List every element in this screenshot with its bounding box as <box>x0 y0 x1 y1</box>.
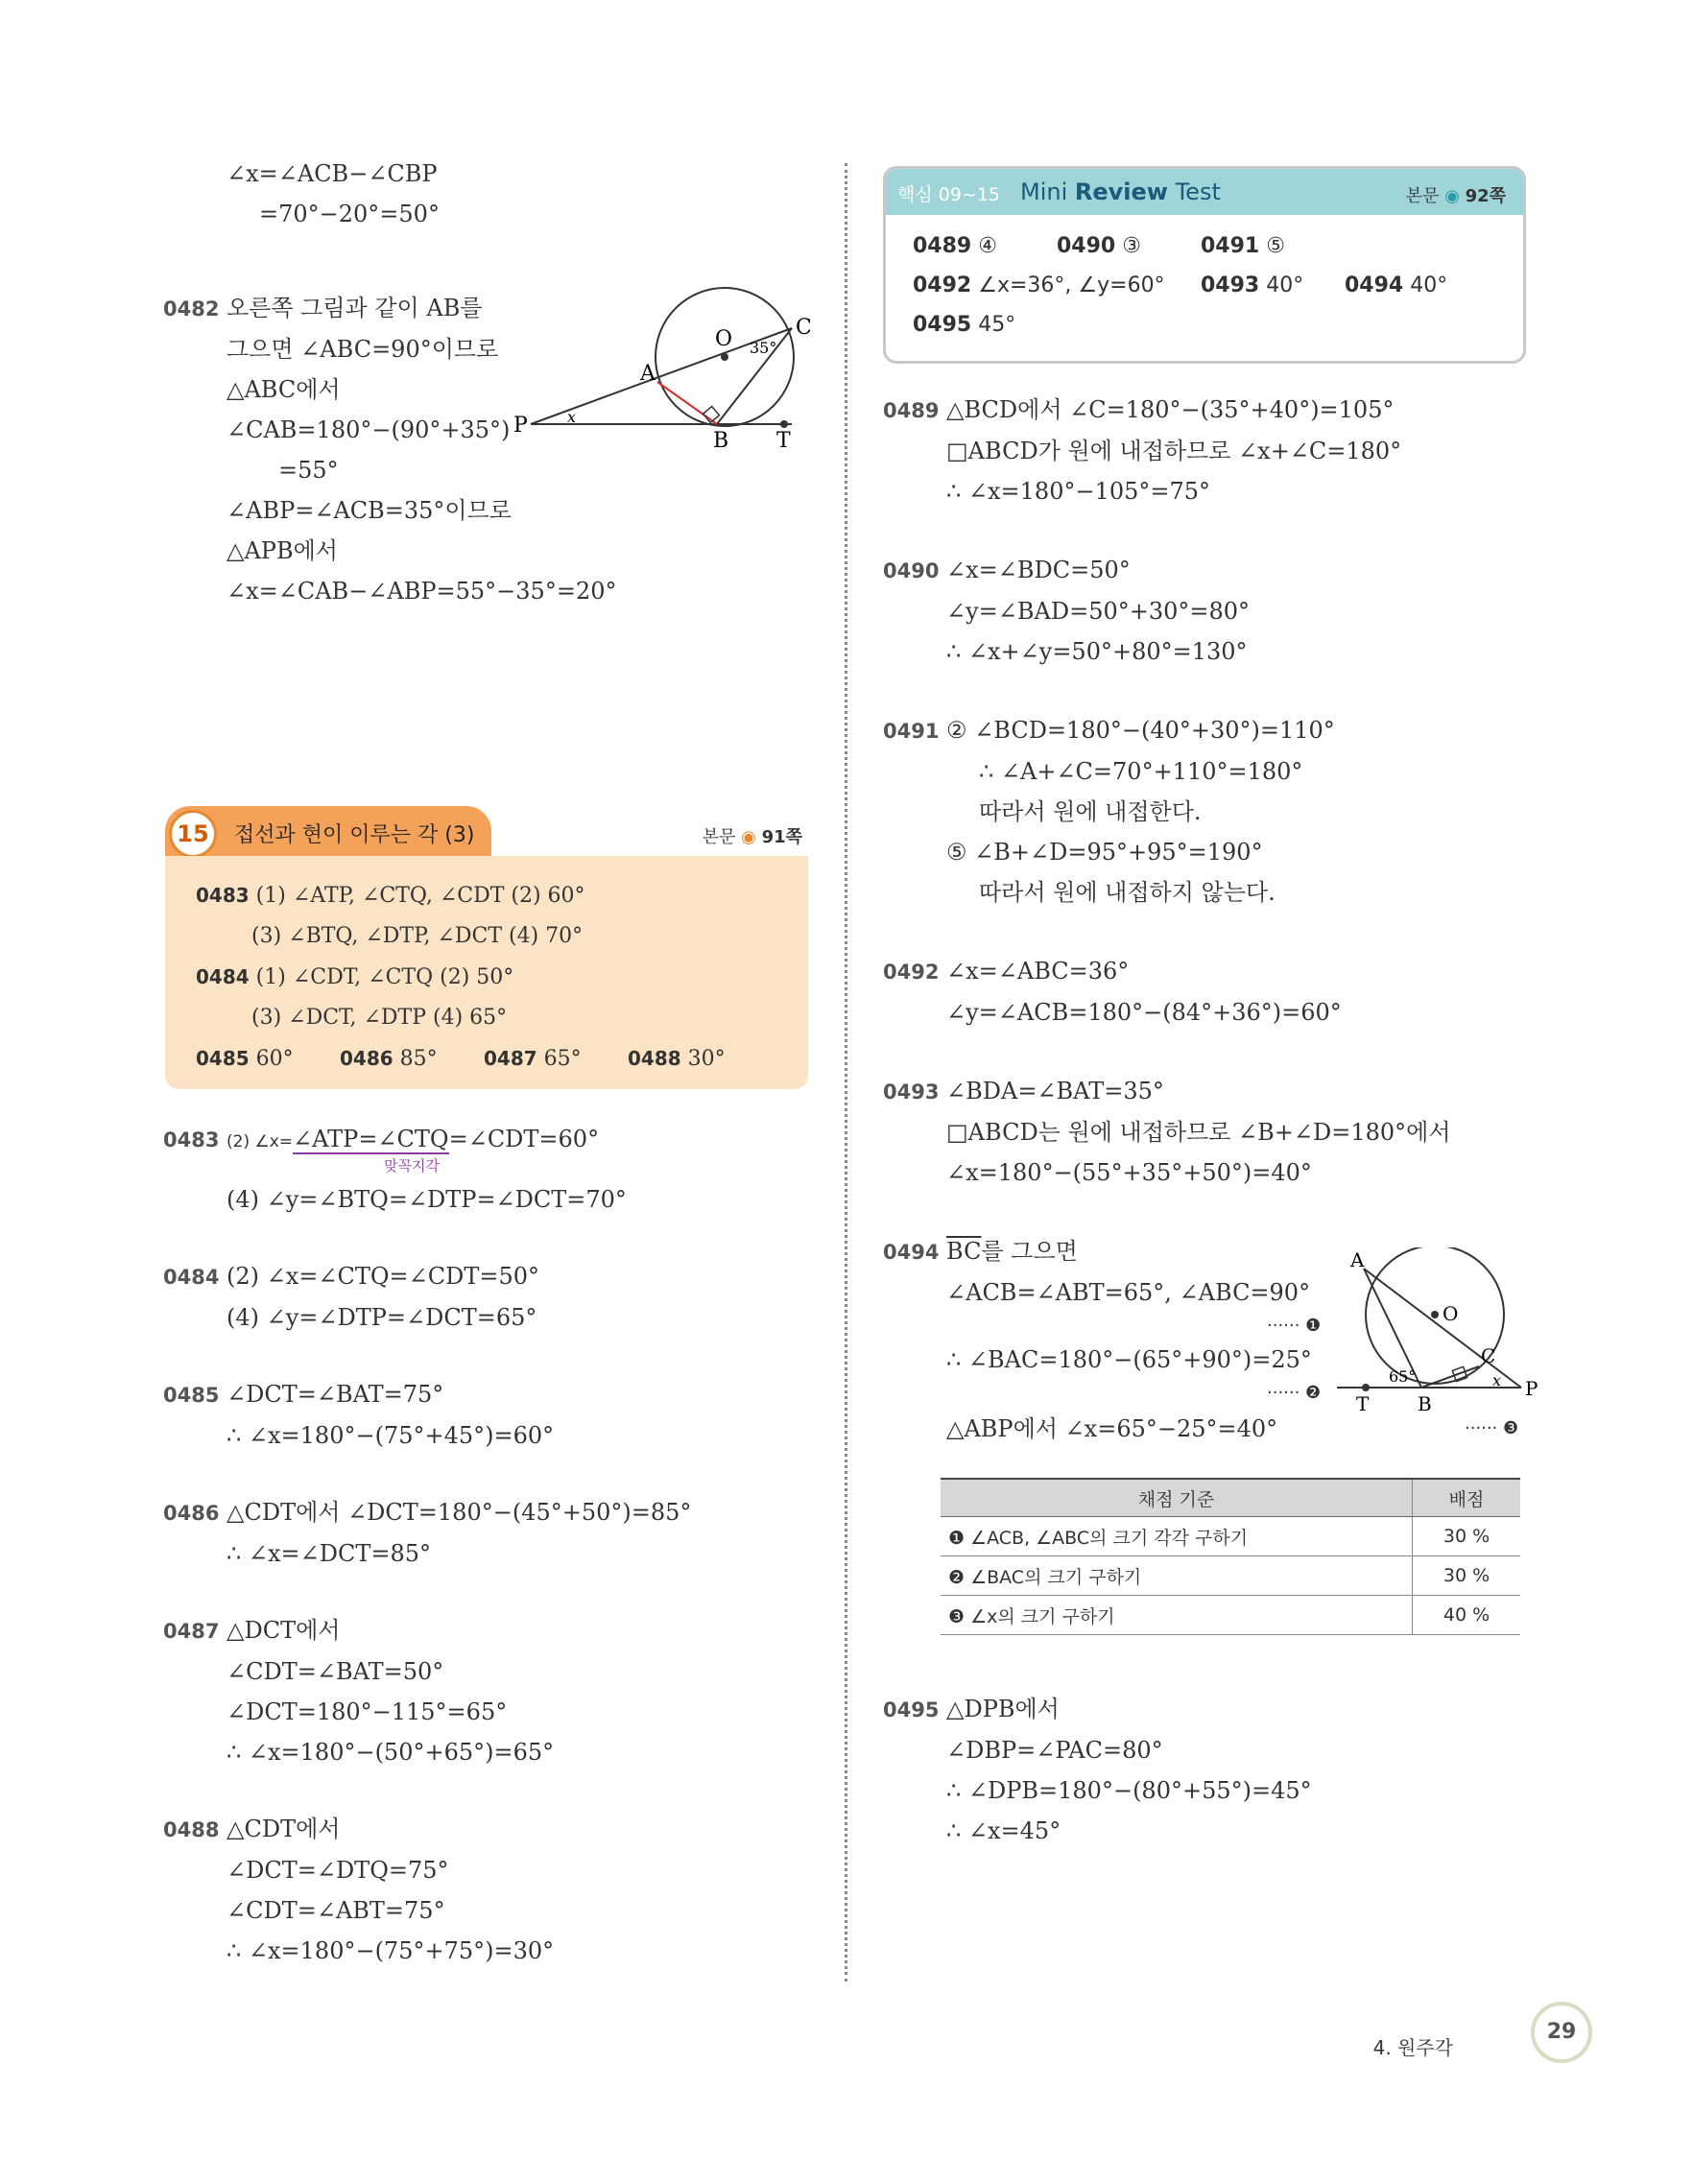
section-body <box>165 856 808 1089</box>
ref-page: 91쪽 <box>761 827 802 847</box>
answer-number: 0493 <box>1201 273 1260 297</box>
table-header-row <box>941 1479 1520 1517</box>
title-part: Mini <box>1020 178 1075 205</box>
line: =55° <box>278 457 339 484</box>
column-header: 채점 기준 <box>941 1479 1413 1517</box>
grading-table <box>941 1478 1520 1635</box>
line: 따라서 원에 내접하지 않는다. <box>979 879 1276 906</box>
answer-text: (3) ∠BTQ, ∠DTP, ∠DCT (4) 70° <box>251 924 584 948</box>
title-part: Review <box>1074 178 1168 205</box>
line: ∴ ∠x+∠y=50°+80°=130° <box>946 638 1248 665</box>
section-number: 15 <box>169 810 217 858</box>
line: ∠BDA=∠BAT=35° <box>946 1078 1164 1104</box>
page-reference <box>703 823 802 848</box>
line: (2) ∠x=∠CTQ=∠CDT=50° <box>227 1263 540 1290</box>
left-column-bottom <box>163 1119 816 2007</box>
line: □ABCD는 원에 내접하므로 ∠B+∠D=180°에서 <box>946 1119 1451 1146</box>
answer-value: 85° <box>399 1047 438 1071</box>
line: ∴ ∠A+∠C=70°+110°=180° <box>979 758 1303 785</box>
circle-figure-0494 <box>1329 1247 1540 1420</box>
line: ∠x=180°−(55°+35°+50°)=40° <box>946 1159 1312 1186</box>
line: (4) ∠y=∠BTQ=∠DTP=∠DCT=70° <box>227 1186 627 1213</box>
line: (4) ∠y=∠DTP=∠DCT=65° <box>227 1304 537 1331</box>
mini-review-header <box>886 169 1523 215</box>
line: ∠DCT=180°−115°=65° <box>227 1698 508 1725</box>
answer-number: 0490 <box>1057 234 1116 258</box>
line: 를 그으면 <box>981 1238 1078 1265</box>
label-A: A <box>1350 1248 1365 1271</box>
label-O: O <box>1443 1302 1459 1325</box>
line: ② ∠BCD=180°−(40°+30°)=110° <box>946 717 1335 744</box>
line: ∠ABP=∠ACB=35°이므로 <box>227 497 512 524</box>
section-15-answers <box>165 806 808 1089</box>
problem-number: 0482 <box>163 297 220 320</box>
problem-number: 0485 <box>163 1384 220 1407</box>
angle-label: 35° <box>750 339 777 357</box>
line: ∠DCT=∠DTQ=75° <box>227 1857 449 1884</box>
answer-number: 0486 <box>340 1047 393 1070</box>
label-T: T <box>1356 1392 1370 1415</box>
mini-review-test-box <box>883 166 1526 364</box>
answer-number: 0487 <box>484 1047 537 1070</box>
column-divider <box>845 163 847 1982</box>
line: ∠CAB=180°−(90°+35°) <box>227 416 511 443</box>
label-P: P <box>513 414 528 438</box>
angle-x: x <box>567 408 577 426</box>
label-A: A <box>640 362 656 386</box>
problem-number: 0486 <box>163 1502 220 1525</box>
line: ∴ ∠BAC=180°−(65°+90°)=25° <box>946 1346 1312 1373</box>
label-T: T <box>776 429 791 451</box>
problem-number: 0484 <box>163 1266 220 1289</box>
problem-0492 <box>883 951 1536 1033</box>
label-C: C <box>796 316 812 340</box>
answer-value: 40° <box>1410 273 1448 297</box>
underlined-part: ∠ATP=∠CTQ <box>293 1126 449 1152</box>
line: ∠y=∠ACB=180°−(84°+36°)=60° <box>946 999 1342 1026</box>
answer-text: (3) ∠DCT, ∠DTP (4) 65° <box>251 1006 508 1030</box>
points-cell: 30 % <box>1413 1556 1521 1596</box>
line: ∠CDT=∠BAT=50° <box>227 1658 444 1685</box>
answer-number: 0484 <box>196 965 250 988</box>
line: ∴ ∠x=180°−(75°+45°)=60° <box>227 1422 555 1449</box>
step-marker: ······ ❸ <box>1465 1418 1519 1438</box>
line: (2) ∠x= <box>227 1132 294 1151</box>
problem-number: 0490 <box>883 559 940 582</box>
problem-number: 0494 <box>883 1241 940 1264</box>
line: ∠CDT=∠ABT=75° <box>227 1897 445 1924</box>
line: 오른쪽 그림과 같이 AB를 <box>227 295 483 321</box>
answer-number: 0491 <box>1201 234 1260 258</box>
answer-text: (1) ∠CDT, ∠CTQ (2) 50° <box>255 965 514 989</box>
problem-number: 0491 <box>883 720 940 743</box>
line: △CDT에서 <box>227 1816 341 1842</box>
page-number: 29 <box>1531 2002 1592 2063</box>
problem-0495 <box>883 1689 1536 1851</box>
criteria-cell: ❶ ∠ACB, ∠ABC의 크기 각각 구하기 <box>941 1517 1413 1556</box>
answer-value: 65° <box>543 1047 582 1071</box>
answer-number: 0494 <box>1345 273 1404 297</box>
answer-value: ∠x=36°, ∠y=60° <box>978 273 1165 297</box>
line: △BCD에서 ∠C=180°−(35°+40°)=105° <box>946 396 1395 423</box>
line: =70°−20°=50° <box>259 201 440 227</box>
line: ∠DCT=∠BAT=75° <box>227 1381 444 1408</box>
label-O: O <box>715 327 733 351</box>
label-P: P <box>1525 1377 1538 1400</box>
ref-label: 본문 <box>702 827 736 847</box>
label-C: C <box>1481 1344 1496 1367</box>
ref-label: 본문 <box>1405 186 1440 206</box>
line-text: △ABP에서 ∠x=65°−25°=40° <box>946 1415 1278 1442</box>
problem-number: 0483 <box>163 1128 220 1151</box>
line: △APB에서 <box>227 537 338 564</box>
points-cell: 40 % <box>1413 1596 1521 1635</box>
problem-0484 <box>163 1256 816 1338</box>
line: ∴ ∠x=180°−(75°+75°)=30° <box>227 1937 555 1964</box>
problem-number: 0493 <box>883 1080 940 1104</box>
ref-page: 92쪽 <box>1465 186 1506 206</box>
problem-0490 <box>883 550 1536 672</box>
circle-arrow-icon: ◉ <box>741 827 756 847</box>
column-header: 배점 <box>1413 1479 1521 1517</box>
section-tab <box>165 806 491 856</box>
answer-value: ③ <box>1122 234 1141 258</box>
circle-figure-0482 <box>513 278 821 451</box>
line: ∠DBP=∠PAC=80° <box>946 1737 1163 1764</box>
line: ⑤ ∠B+∠D=95°+95°=190° <box>946 839 1263 866</box>
problem-0489 <box>883 390 1536 511</box>
line: △ABC에서 <box>227 376 341 403</box>
line: =∠CDT=60° <box>448 1126 600 1152</box>
angle-label: 65° <box>1389 1367 1417 1386</box>
table-row <box>941 1556 1520 1596</box>
table-row <box>941 1596 1520 1635</box>
problem-0491 <box>883 710 1536 913</box>
core-tag: 핵심 09~15 <box>897 184 1001 205</box>
step-marker: ······ ❷ <box>1267 1383 1322 1403</box>
segment-label: $\overline{BC}$ <box>946 1238 982 1265</box>
line: 그으면 ∠ABC=90°이므로 <box>227 336 499 363</box>
page-reference <box>1406 182 1506 207</box>
line: ∠ACB=∠ABT=65°, ∠ABC=90° <box>946 1279 1311 1306</box>
line: ∠x=∠ACB−∠CBP <box>227 160 438 187</box>
mini-review-answers <box>886 215 1523 356</box>
line: ∴ ∠x=∠DCT=85° <box>227 1540 432 1567</box>
problem-0486 <box>163 1492 816 1574</box>
answer-number: 0483 <box>196 884 250 907</box>
table-row <box>941 1517 1520 1556</box>
chapter-label: 4. 원주각 <box>1372 2036 1453 2059</box>
line: ∠x=∠BDC=50° <box>946 557 1131 583</box>
line: ∴ ∠x=180°−105°=75° <box>946 478 1211 505</box>
line: ∠x=∠ABC=36° <box>946 958 1130 985</box>
answer-value: 40° <box>1266 273 1304 297</box>
problem-0485 <box>163 1374 816 1456</box>
line: △DCT에서 <box>227 1617 341 1644</box>
answer-number: 0488 <box>628 1047 681 1070</box>
line: 따라서 원에 내접한다. <box>979 798 1202 825</box>
line: ∠x=∠CAB−∠ABP=55°−35°=20° <box>227 578 617 605</box>
answer-number: 0492 <box>913 273 972 297</box>
problem-0488 <box>163 1809 816 1971</box>
problem-0483 <box>163 1119 816 1220</box>
label-B: B <box>1418 1392 1432 1415</box>
problem-number: 0489 <box>883 399 940 422</box>
circle-arrow-icon: ◉ <box>1444 186 1460 206</box>
section-title: 접선과 현이 이루는 각 (3) <box>234 823 475 847</box>
answer-number: 0495 <box>913 313 972 337</box>
answer-value: ④ <box>978 234 997 258</box>
angle-x: x <box>1492 1371 1502 1389</box>
line: □ABCD가 원에 내접하므로 ∠x+∠C=180° <box>946 438 1402 464</box>
problem-number: 0487 <box>163 1620 220 1643</box>
points-cell: 30 % <box>1413 1517 1521 1556</box>
criteria-cell: ❷ ∠BAC의 크기 구하기 <box>941 1556 1413 1596</box>
answer-value: 60° <box>255 1047 294 1071</box>
problem-0493 <box>883 1071 1536 1193</box>
problem-0487 <box>163 1610 816 1772</box>
problem-number: 0492 <box>883 961 940 984</box>
answer-value: ⑤ <box>1266 234 1285 258</box>
line: ∠y=∠BAD=50°+30°=80° <box>946 598 1251 625</box>
line: ∴ ∠x=45° <box>946 1817 1061 1844</box>
line: △DPB에서 <box>946 1696 1060 1722</box>
answer-text: (1) ∠ATP, ∠CTQ, ∠CDT (2) 60° <box>255 884 585 908</box>
problem-number: 0495 <box>883 1698 940 1721</box>
criteria-cell: ❸ ∠x의 크기 구하기 <box>941 1596 1413 1635</box>
step-marker: ······ ❶ <box>1267 1316 1322 1336</box>
answer-value: 45° <box>978 313 1016 337</box>
label-B: B <box>713 429 729 451</box>
answer-number: 0485 <box>196 1047 250 1070</box>
line: ∴ ∠x=180°−(50°+65°)=65° <box>227 1739 555 1766</box>
problem-number: 0488 <box>163 1818 220 1841</box>
title-part: Test <box>1167 178 1221 205</box>
mini-review-title <box>1020 178 1221 205</box>
answer-value: 30° <box>687 1047 726 1071</box>
answer-number: 0489 <box>913 234 972 258</box>
annotation-note: 맞꼭지각 <box>384 1157 440 1175</box>
line: ∴ ∠DPB=180°−(80°+55°)=45° <box>946 1777 1312 1804</box>
line: △CDT에서 ∠DCT=180°−(45°+50°)=85° <box>227 1499 692 1526</box>
